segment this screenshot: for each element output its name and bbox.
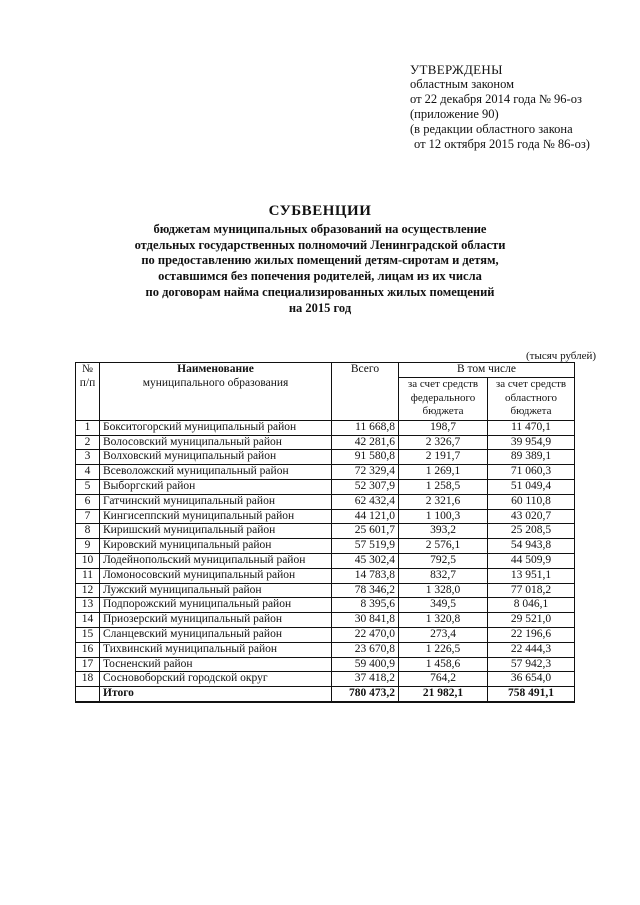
approval-stamp [410,62,590,152]
row-total: 57 519,9 [332,539,399,554]
row-number: 11 [76,568,100,583]
row-number: 18 [76,672,100,687]
title-line: по предоставлению жилых помещений детям-сиротам и детям, [141,253,499,268]
row-name: Кировский муниципальный район [100,539,332,554]
table-row [76,435,575,450]
approval-line: от 12 октября 2015 года № 86-оз) [414,137,590,151]
approval-heading: УТВЕРЖДЕНЫ [410,62,503,77]
row-name: Сланцевский муниципальный район [100,627,332,642]
row-regional: 57 942,3 [488,657,575,672]
title-line: на 2015 год [288,300,352,315]
document-title [0,204,640,317]
row-number: 7 [76,509,100,524]
row-regional: 22 444,3 [488,642,575,657]
table-row [76,627,575,642]
row-number: 10 [76,553,100,568]
row-regional: 51 049,4 [488,479,575,494]
header-regional-line: бюджета [510,405,552,418]
row-number: 1 [76,420,100,435]
row-number: 8 [76,524,100,539]
table-row [76,524,575,539]
row-regional: 60 110,8 [488,494,575,509]
row-regional: 29 521,0 [488,613,575,628]
total-row [76,687,575,702]
row-total: 14 783,8 [332,568,399,583]
row-regional: 13 951,1 [488,568,575,583]
row-regional: 43 020,7 [488,509,575,524]
title-line: по договорам найма специализированных жилых помещений [145,284,495,299]
row-number: 14 [76,613,100,628]
row-total: 42 281,6 [332,435,399,450]
row-federal: 1 458,6 [399,657,488,672]
approval-line: от 22 декабря 2014 года № 96-оз [410,92,582,106]
row-federal: 792,5 [399,553,488,568]
row-total: 23 670,8 [332,642,399,657]
header-name [100,363,332,421]
header-number-line: № [82,363,93,375]
row-name: Лужский муниципальный район [100,583,332,598]
table-row [76,509,575,524]
row-federal: 1 328,0 [399,583,488,598]
row-federal: 2 326,7 [399,435,488,450]
row-regional: 54 943,8 [488,539,575,554]
row-federal: 349,5 [399,598,488,613]
row-number: 12 [76,583,100,598]
row-name: Волосовский муниципальный район [100,435,332,450]
row-total: 78 346,2 [332,583,399,598]
row-federal: 393,2 [399,524,488,539]
header-name-line: муниципального образования [142,376,289,389]
row-federal: 2 321,6 [399,494,488,509]
row-name: Кингисеппский муниципальный район [100,509,332,524]
row-number: 5 [76,479,100,494]
header-number-line: п/п [79,376,96,389]
row-number: 15 [76,627,100,642]
row-regional: 36 654,0 [488,672,575,687]
total-label: Итого [100,687,332,702]
table-row [76,479,575,494]
header-total: Всего [332,363,399,421]
row-regional: 25 208,5 [488,524,575,539]
row-number: 3 [76,450,100,465]
total-regional: 758 491,1 [488,687,575,702]
table-row [76,420,575,435]
header-federal-line: за счет средств [407,377,479,390]
row-federal: 764,2 [399,672,488,687]
row-federal: 1 269,1 [399,465,488,480]
row-total: 25 601,7 [332,524,399,539]
row-total: 8 395,6 [332,598,399,613]
row-name: Ломоносовский муниципальный район [100,568,332,583]
table-row [76,539,575,554]
row-total: 30 841,8 [332,613,399,628]
row-regional: 22 196,6 [488,627,575,642]
row-total: 11 668,8 [332,420,399,435]
title-line: отдельных государственных полномочий Ленинградской области [134,237,506,252]
row-total: 59 400,9 [332,657,399,672]
row-federal: 1 226,5 [399,642,488,657]
row-federal: 832,7 [399,568,488,583]
total-sum: 780 473,2 [332,687,399,702]
row-federal: 273,4 [399,627,488,642]
title-line: бюджетам муниципальных образований на осуществление [153,221,487,236]
table-row [76,672,575,687]
header-name-line: Наименование [177,363,254,375]
total-number [76,687,100,702]
table-row [76,450,575,465]
row-regional: 11 470,1 [488,420,575,435]
title-main: СУБВЕНЦИИ [268,203,372,219]
table-row [76,642,575,657]
subvention-table [75,362,575,703]
units-label: (тысяч рублей) [526,350,597,362]
row-regional: 44 509,9 [488,553,575,568]
row-regional: 77 018,2 [488,583,575,598]
row-number: 17 [76,657,100,672]
header-federal-line: бюджета [422,405,464,418]
total-federal: 21 982,1 [399,687,488,702]
table-row [76,553,575,568]
header-regional [488,377,575,420]
header-number [76,363,100,421]
table-row [76,494,575,509]
header-including: В том числе [399,363,575,378]
row-name: Лодейнопольский муниципальный район [100,553,332,568]
row-number: 9 [76,539,100,554]
table-row [76,465,575,480]
row-name: Подпорожский муниципальный район [100,598,332,613]
approval-line: (в редакции областного закона [410,122,573,136]
row-name: Выборгский район [100,479,332,494]
row-federal: 1 100,3 [399,509,488,524]
header-federal-line: федерального [410,391,476,404]
row-total: 52 307,9 [332,479,399,494]
row-number: 6 [76,494,100,509]
row-regional: 8 046,1 [488,598,575,613]
row-regional: 39 954,9 [488,435,575,450]
row-total: 37 418,2 [332,672,399,687]
row-federal: 198,7 [399,420,488,435]
row-regional: 71 060,3 [488,465,575,480]
approval-line: областным законом [410,77,515,91]
row-number: 16 [76,642,100,657]
row-name: Тосненский район [100,657,332,672]
row-name: Гатчинский муниципальный район [100,494,332,509]
row-federal: 1 320,8 [399,613,488,628]
row-total: 72 329,4 [332,465,399,480]
row-name: Волховский муниципальный район [100,450,332,465]
row-number: 13 [76,598,100,613]
row-name: Киришский муниципальный район [100,524,332,539]
table-row [76,568,575,583]
table-row [76,598,575,613]
header-federal [399,377,488,420]
row-name: Бокситогорский муниципальный район [100,420,332,435]
row-name: Всеволожский муниципальный район [100,465,332,480]
row-total: 44 121,0 [332,509,399,524]
row-total: 62 432,4 [332,494,399,509]
row-number: 4 [76,465,100,480]
title-line: оставшимся без попечения родителей, лицам из их числа [158,269,482,284]
row-name: Сосновоборский городской округ [100,672,332,687]
row-federal: 2 576,1 [399,539,488,554]
row-federal: 2 191,7 [399,450,488,465]
row-regional: 89 389,1 [488,450,575,465]
table-row [76,657,575,672]
approval-line: (приложение 90) [410,107,499,121]
row-total: 91 580,8 [332,450,399,465]
row-number: 2 [76,435,100,450]
header-regional-line: за счет средств [495,377,567,390]
row-federal: 1 258,5 [399,479,488,494]
row-name: Тихвинский муниципальный район [100,642,332,657]
table-row [76,583,575,598]
header-regional-line: областного [504,391,557,404]
row-total: 22 470,0 [332,627,399,642]
row-total: 45 302,4 [332,553,399,568]
table-row [76,613,575,628]
row-name: Приозерский муниципальный район [100,613,332,628]
